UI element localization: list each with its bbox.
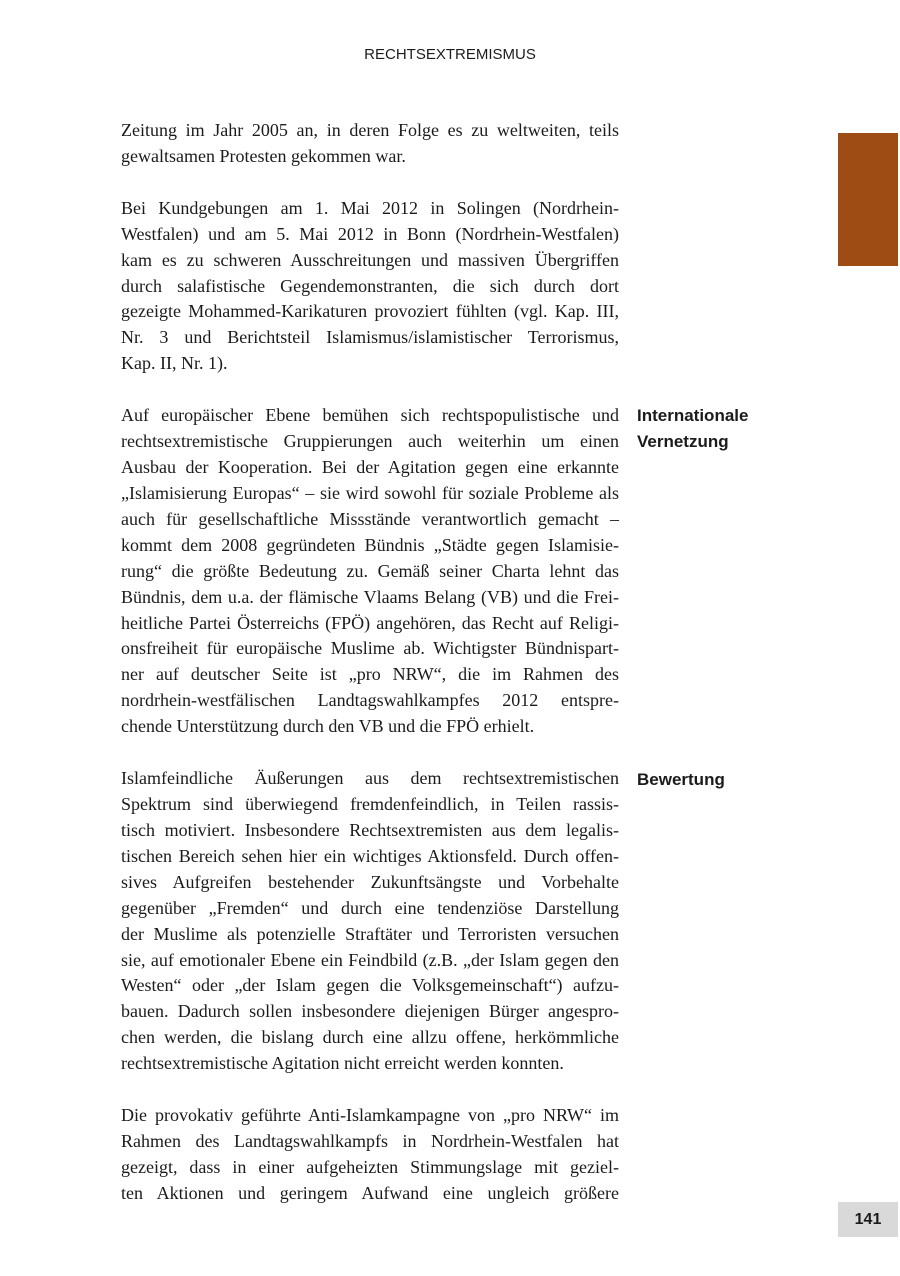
text-line: „Islamisierung Europas“ – sie wird sowohl für soziale Probleme als (121, 482, 619, 503)
text-line: nordrhein-westfälischen Landtagswahlkampfes 2012 entspre- (121, 690, 619, 711)
body-paragraph (121, 1103, 619, 1207)
text-line: sives Aufgreifen bestehender Zukunftsängste und Vorbehalte (121, 871, 619, 892)
margin-note-line: Bewertung (637, 770, 725, 789)
text-line: ner auf deutscher Seite ist „pro NRW“, die im Rahmen des (121, 664, 619, 685)
text-line: gegenüber „Fremden“ und durch eine tendenziöse Darstellung (121, 897, 619, 918)
text-line: Bei Kundgebungen am 1. Mai 2012 in Solingen (Nordrhein- (121, 197, 619, 218)
text-line: durch salafistische Gegendemonstranten, die sich durch dort (121, 275, 619, 296)
text-line: auch für gesellschaftliche Missstände verantwortlich gemacht – (121, 508, 619, 529)
text-line: kommt dem 2008 gegründeten Bündnis „Städte gegen Islamisie- (121, 534, 619, 555)
text-line: Bündnis, dem u.a. der flämische Vlaams Belang (VB) und die Frei- (121, 586, 619, 607)
text-line: ten Aktionen und geringem Aufwand eine ungleich größere (121, 1182, 619, 1203)
text-line: Islamfeindliche Äußerungen aus dem rechtsextremistischen (121, 768, 619, 789)
running-header: RECHTSEXTREMISMUS (364, 46, 536, 63)
text-line: rung“ die größte Bedeutung zu. Gemäß seiner Charta lehnt das (121, 560, 619, 581)
section-tab-marker (838, 133, 898, 266)
text-line: Die provokativ geführte Anti-Islamkampagne von „pro NRW“ im (121, 1105, 619, 1126)
body-text-column (121, 118, 619, 1233)
text-line: tischen Bereich sehen hier ein wichtiges Aktionsfeld. Durch offen- (121, 845, 619, 866)
margin-note-heading (637, 767, 837, 793)
page-number-box (838, 1202, 898, 1237)
text-line: bauen. Dadurch sollen insbesondere diejenigen Bürger angespro- (121, 1001, 619, 1022)
text-line: gewaltsamen Protesten gekommen war. (121, 145, 406, 166)
text-line: Spektrum sind überwiegend fremdenfeindlich, in Teilen rassis- (121, 793, 619, 814)
text-line: gezeigt, dass in einer aufgeheizten Stimmungslage mit geziel- (121, 1156, 619, 1177)
margin-note-line: Vernetzung (637, 431, 729, 451)
text-line: heitliche Partei Österreichs (FPÖ) angehören, das Recht auf Religi- (121, 612, 619, 633)
margin-note-heading (637, 403, 837, 455)
body-paragraph (121, 118, 619, 170)
text-line: tisch motiviert. Insbesondere Rechtsextremisten aus dem legalis- (121, 819, 619, 840)
text-line: Kap. II, Nr. 1). (121, 353, 228, 374)
text-line: onsfreiheit für europäische Muslime ab. Wichtigster Bündnispart- (121, 638, 619, 659)
margin-note-line: Internationale (637, 406, 749, 425)
body-paragraph (121, 766, 619, 1077)
body-paragraph (121, 196, 619, 377)
text-line: Nr. 3 und Berichtsteil Islamismus/islamistischer Terrorismus, (121, 327, 619, 348)
text-line: sie, auf emotionaler Ebene ein Feindbild (z.B. „der Islam gegen den (121, 949, 619, 970)
text-line: der Muslime als potenzielle Straftäter und Terroristen versuchen (121, 923, 619, 944)
text-line: gezeigte Mohammed-Karikaturen provoziert fühlten (vgl. Kap. III, (121, 301, 619, 322)
text-line: chende Unterstützung durch den VB und die FPÖ erhielt. (121, 716, 535, 737)
text-line: chen werden, die bislang durch eine allzu offene, herkömmliche (121, 1027, 619, 1048)
text-line: Westfalen) und am 5. Mai 2012 in Bonn (Nordrhein-Westfalen) (121, 223, 619, 244)
page-number: 141 (854, 1210, 882, 1228)
text-line: Auf europäischer Ebene bemühen sich rechtspopulistische und (121, 405, 619, 426)
text-line: rechtsextremistische Gruppierungen auch weiterhin um einen (121, 431, 619, 452)
text-line: rechtsextremistische Agitation nicht erreicht werden konnten. (121, 1053, 564, 1074)
body-paragraph (121, 403, 619, 740)
text-line: Zeitung im Jahr 2005 an, in deren Folge es zu weltweiten, teils (121, 120, 619, 140)
text-line: Rahmen des Landtagswahlkampfs in Nordrhein-Westfalen hat (121, 1130, 619, 1151)
text-line: Ausbau der Kooperation. Bei der Agitation gegen eine erkannte (121, 456, 619, 477)
text-line: Westen“ oder „der Islam gegen die Volksgemeinschaft“) aufzu- (121, 975, 619, 996)
text-line: kam es zu schweren Ausschreitungen und massiven Übergriffen (121, 249, 619, 270)
